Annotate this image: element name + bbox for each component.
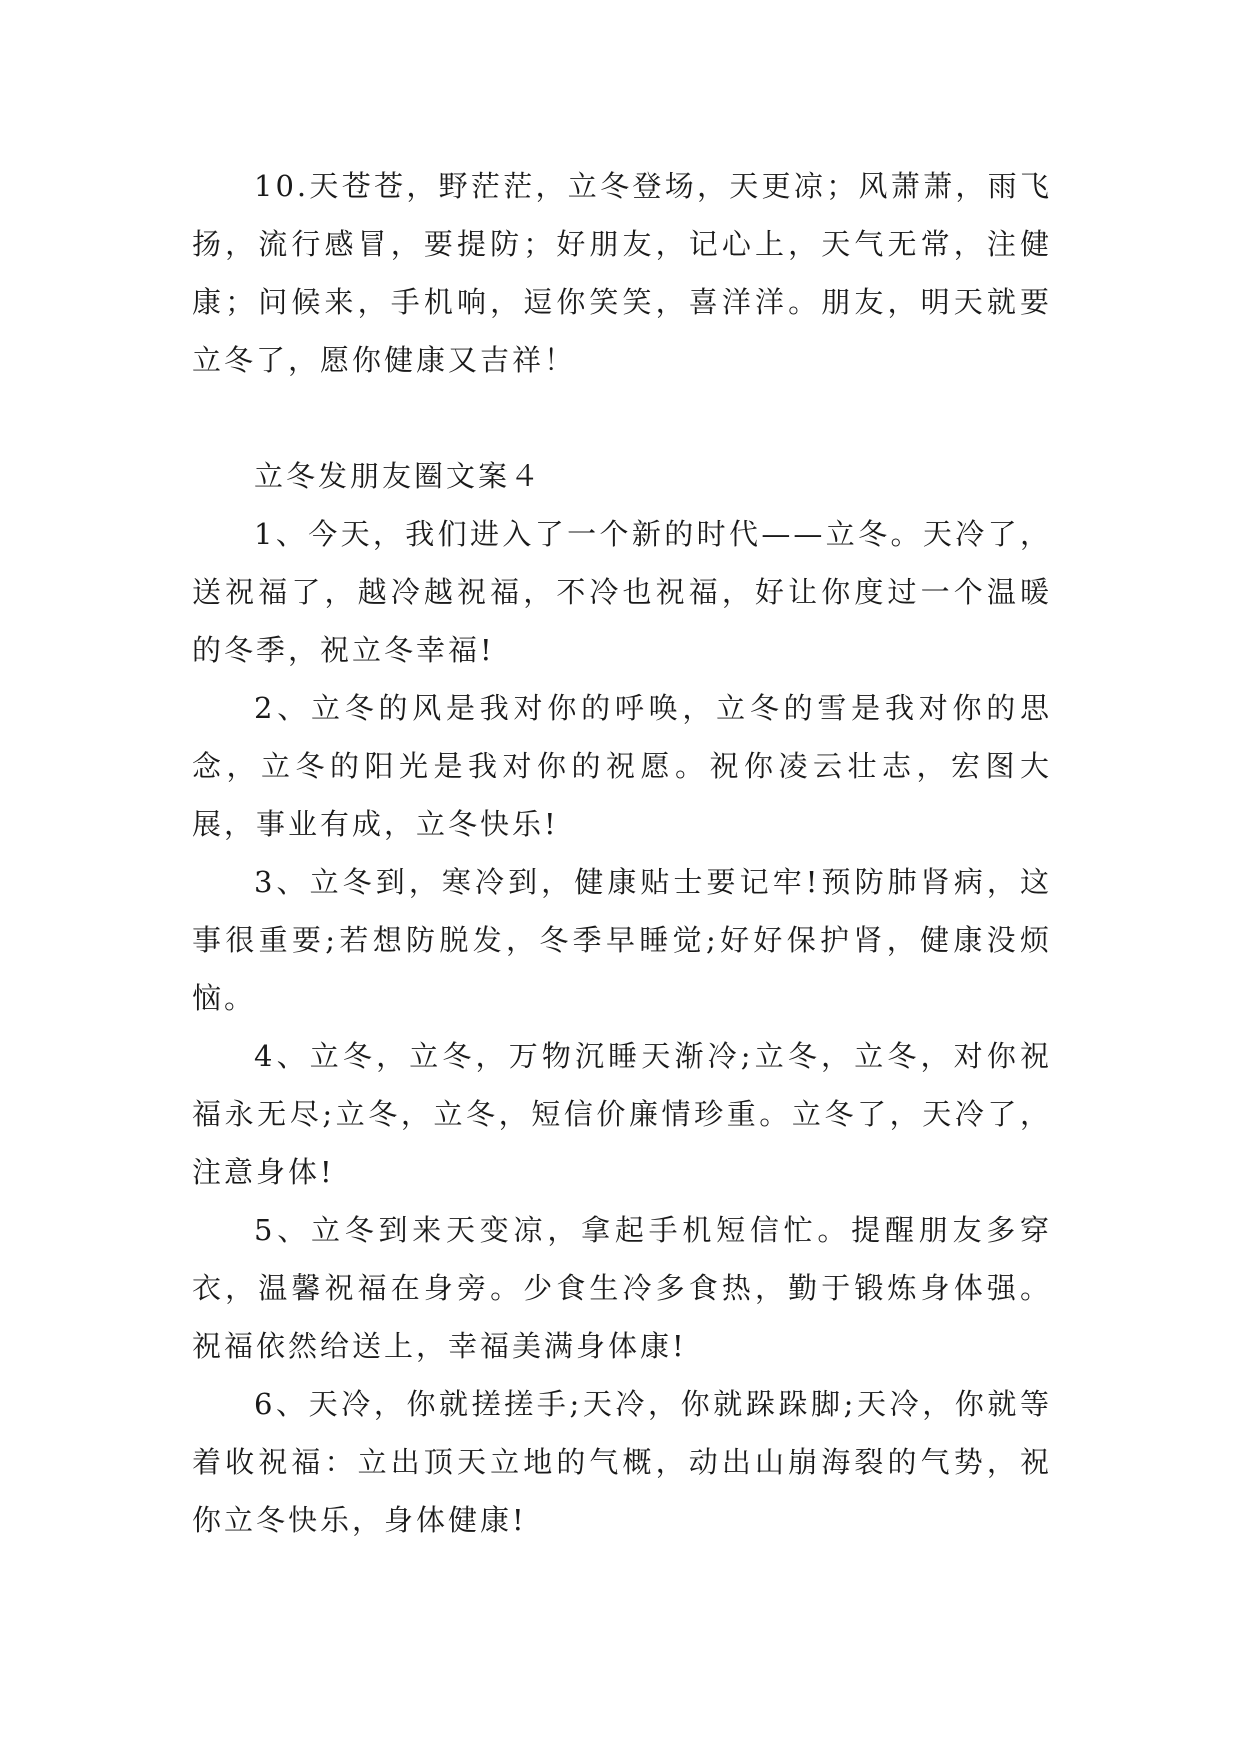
document-body (192, 157, 1052, 1549)
list-item-6: 6、天冷，你就搓搓手;天冷，你就跺跺脚;天冷，你就等着收祝福：立出顶天立地的气概，动出山崩海裂的气势，祝你立冬快乐，身体健康! (192, 1387, 1052, 1537)
list-item-1: 1、今天，我们进入了一个新的时代——立冬。天冷了，送祝福了，越冷越祝福，不冷也祝福，好让你度过一个温暖的冬季，祝立冬幸福! (192, 517, 1052, 667)
list-item-2: 2、立冬的风是我对你的呼唤，立冬的雪是我对你的思念，立冬的阳光是我对你的祝愿。祝你凌云壮志，宏图大展，事业有成，立冬快乐! (192, 691, 1052, 841)
list-item-5: 5、立冬到来天变凉，拿起手机短信忙。提醒朋友多穿衣，温馨祝福在身旁。少食生冷多食热，勤于锻炼身体强。祝福依然给送上，幸福美满身体康! (192, 1213, 1052, 1363)
list-item-4: 4、立冬，立冬，万物沉睡天渐冷;立冬，立冬，对你祝福永无尽;立冬，立冬，短信价廉情珍重。立冬了，天冷了，注意身体! (192, 1039, 1052, 1189)
paragraph-10: 10.天苍苍，野茫茫，立冬登场，天更凉；风萧萧，雨飞扬，流行感冒，要提防；好朋友，记心上，天气无常，注健康；问候来，手机响，逗你笑笑，喜洋洋。朋友，明天就要立冬了，愿你健康又吉祥！ (192, 169, 1052, 377)
section-title: 立冬发朋友圈文案４ (254, 459, 543, 493)
list-item-3: 3、立冬到，寒冷到，健康贴士要记牢!预防肺肾病，这事很重要;若想防脱发，冬季早睡觉;好好保护肾，健康没烦恼。 (192, 865, 1052, 1015)
